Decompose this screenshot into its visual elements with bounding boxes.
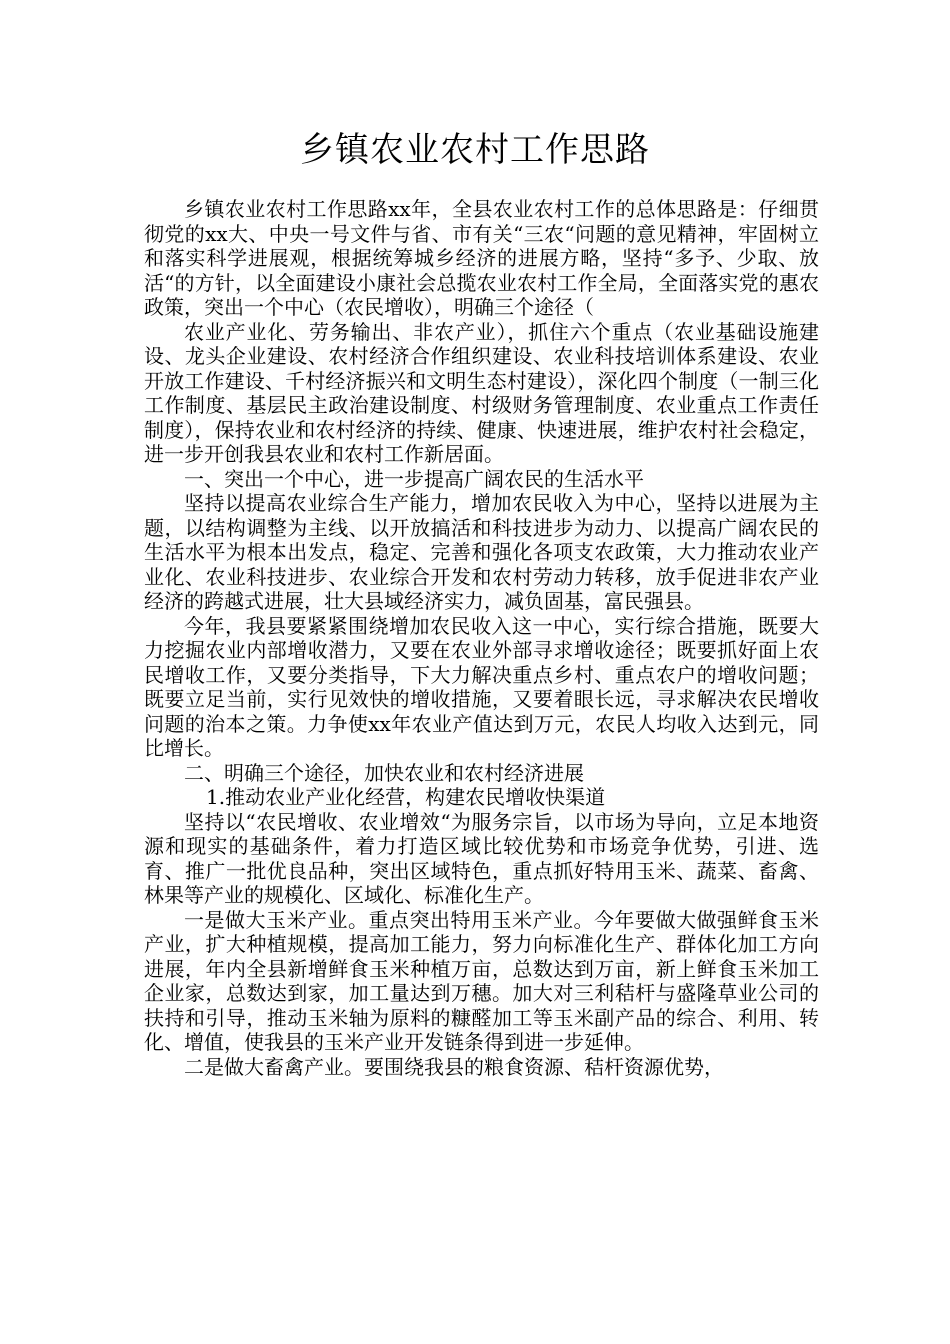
paragraph-priorities: 农业产业化、劳务输出、非农产业），抓住六个重点（农业基础设施建设、龙头企业建设、农村经济合作组织建设、农业科技培训体系建设、农业开放工作建设、千村经济振兴和文明生态村建设），深化四个制度（一制三化工作制度、基层民主政治建设制度、村级财务管理制度、农业重点工作责任制度），保持农业和农村经济的持续、健康、快速进展，维护农村社会稳定，进一步开创我县农业和农村工作新居面。 [144, 319, 819, 466]
paragraph-this-year: 今年，我县要紧紧围绕增加农民收入这一中心，实行综合措施，既要大力挖掘农业内部增收潜力，又要在农业外部寻求增收途径；既要抓好面上农民增收工作，又要分类指导，下大力解决重点乡村、重点农户的增收问题；既要立足当前，实行见效快的增收措施，又要着眼长远，寻求解决农民增收问题的治本之策。力争使xx年农业产值达到万元，农民人均收入达到元，同比增长。 [144, 613, 819, 760]
paragraph-livestock-industry: 二是做大畜禽产业。要围绕我县的粮食资源、秸杆资源优势， [184, 1054, 724, 1079]
paragraph-industrialization: 坚持以“农民增收、农业增效“为服务宗旨，以市场为导向，立足本地资源和现实的基础条件，着力打造区域比较优势和市场竞争优势，引进、选育、推广一批优良品种，突出区域特色，重点抓好特用玉米、蔬菜、畜禽、林果等产业的规模化、区域化、标准化生产。 [144, 809, 819, 907]
paragraph-center: 坚持以提高农业综合生产能力，增加农民收入为中心，坚持以进展为主题，以结构调整为主线、以开放搞活和科技进步为动力、以提高广阔农民的生活水平为根本出发点，稳定、完善和强化各项支农政策，大力推动农业产业化、农业科技进步、农业综合开发和农村劳动力转移，放手促进非农产业经济的跨越式进展，壮大县域经济实力，减负固基，富民强县。 [144, 491, 819, 613]
document-body [144, 197, 819, 1079]
paragraph-intro: 乡镇农业农村工作思路xx年，全县农业农村工作的总体思路是：仔细贯彻党的xx大、中央一号文件与省、市有关“三农“问题的意见精神，牢固树立和落实科学进展观，根据统筹城乡经济的进展方略，坚持“多予、少取、放活“的方针，以全面建设小康社会总揽农业农村工作全局，全面落实党的惠农政策，突出一个中心（农民增收），明确三个途径（ [144, 197, 819, 319]
document-title: 乡镇农业农村工作思路 [300, 130, 650, 170]
section-heading-1: 一、突出一个中心，进一步提高广阔农民的生活水平 [184, 466, 644, 491]
section-heading-2: 二、明确三个途径，加快农业和农村经济进展 [184, 760, 584, 785]
subsection-heading-1: 1.推动农业产业化经营，构建农民增收快渠道 [206, 785, 606, 809]
paragraph-corn-industry: 一是做大玉米产业。重点突出特用玉米产业。今年要做大做强鲜食玉米产业，扩大种植规模，提高加工能力，努力向标准化生产、群体化加工方向进展，年内全县新增鲜食玉米种植万亩，总数达到万亩，新上鲜食玉米加工企业家，总数达到家，加工量达到万穗。加大对三利秸杆与盛隆草业公司的扶持和引导，推动玉米轴为原料的糠醛加工等玉米副产品的综合、利用、转化、增值，使我县的玉米产业开发链条得到进一步延伸。 [144, 907, 819, 1054]
